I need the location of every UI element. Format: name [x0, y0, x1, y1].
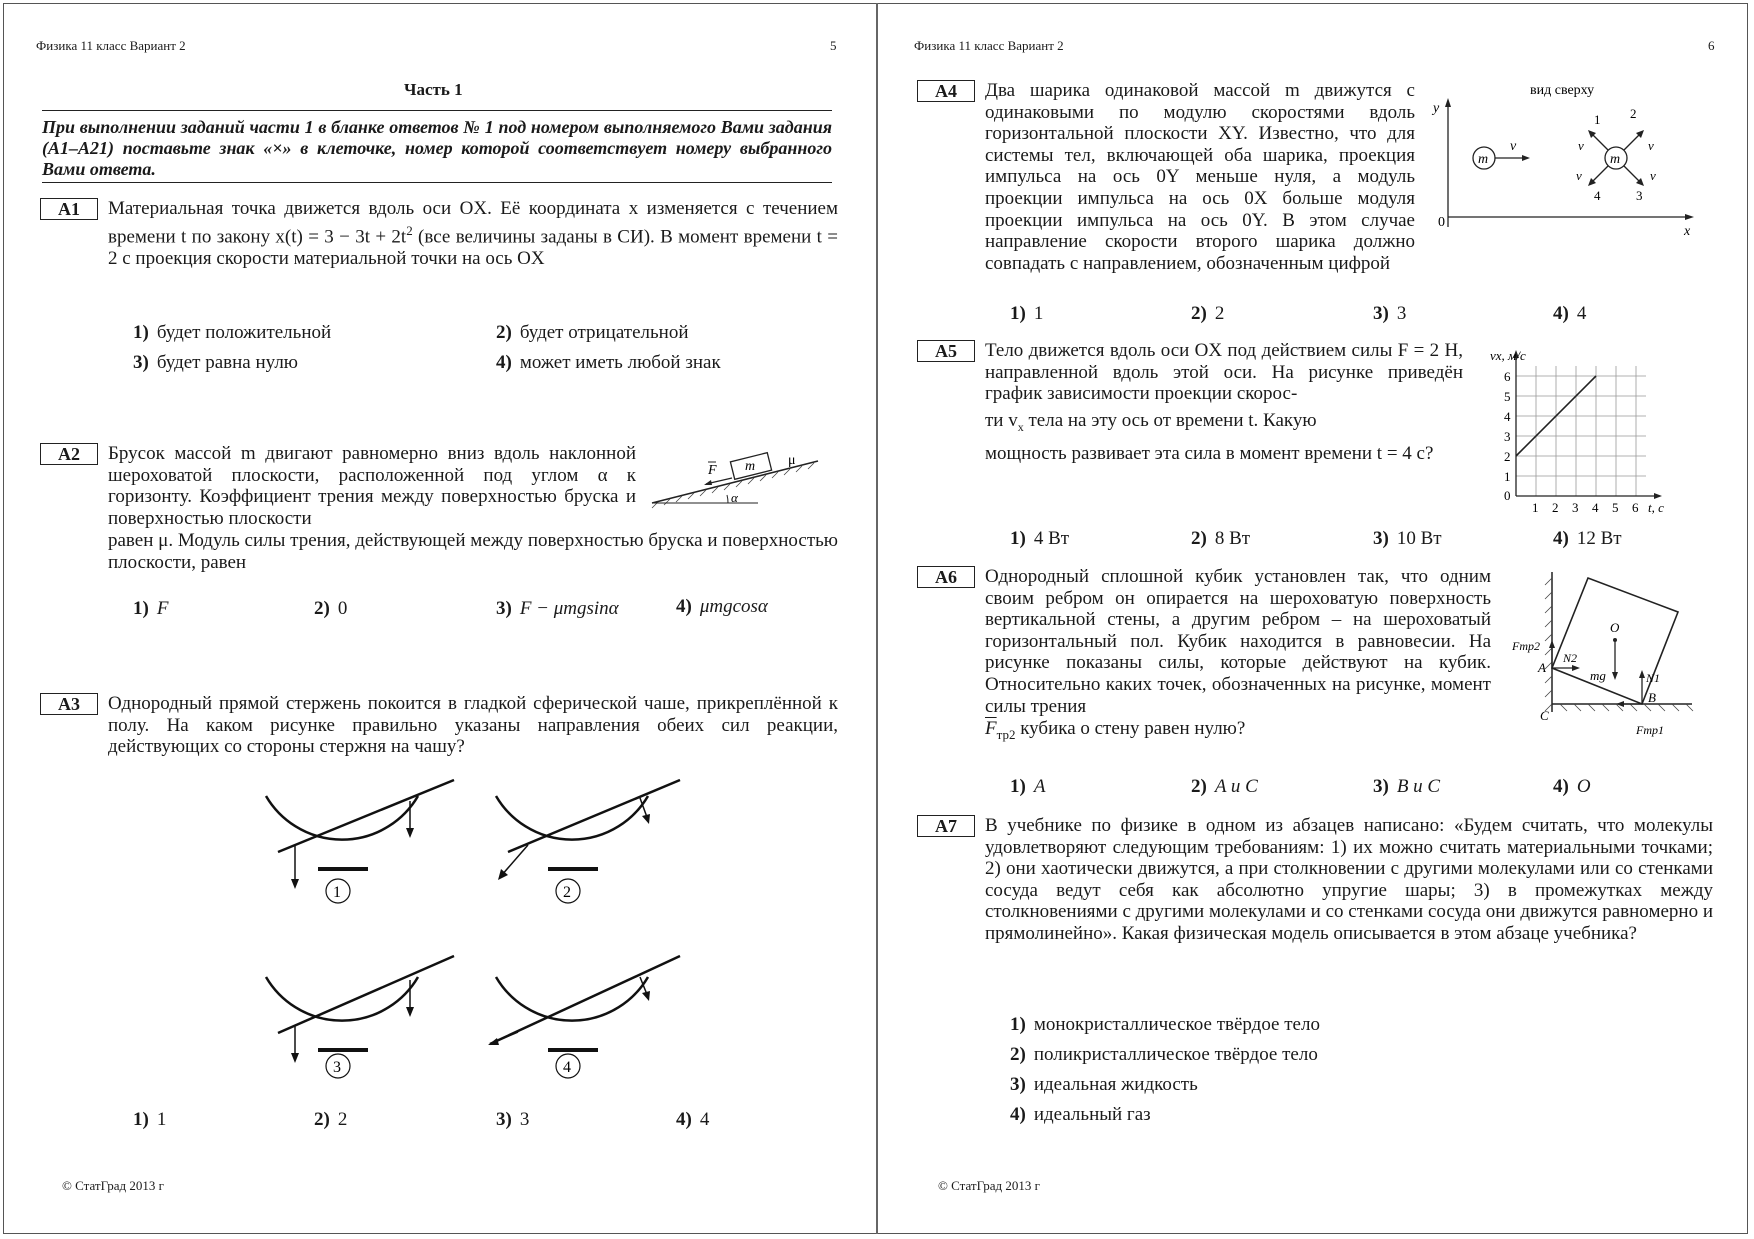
a7-option-2[interactable]: 2) поликристаллическое твёрдое тело [1010, 1044, 1318, 1065]
a4-fig-dir-4: 4 [1594, 188, 1601, 203]
origin-label: 0 [1504, 488, 1511, 503]
a2-option-4[interactable]: 4) μmgcosα [676, 596, 768, 617]
a7-question: В учебнике по физике в одном из абзацев написано: «Будем считать, что молекулы удовлетворяют следующим требованиям: 1) их можно считать материальными точками; 2) они хаотически движутся, а при столкновении с другими молекулами или со стенками сосуда ведут себя как абсолютно упругие шары; 3) в промежутках между столкновениями с другими молекулами и со стенками сосуда они движутся равномерно и прямолинейно». Какая физическая модель описывается в этом абзаце учебника? [985, 815, 1713, 944]
a3-fig-num-1: 1 [333, 884, 341, 901]
x-tick-label: 6 [1632, 500, 1639, 515]
a6-fig-ftr2: Fтр2 [1512, 639, 1540, 653]
a2-question: Брусок массой m двигают равномерно вниз вдоль наклонной шероховатой плоскости, расположенной под углом α к горизонту. Коэффициент трения между поверхностью бруска и поверхностью плоскости [108, 443, 636, 529]
a3-figure-3 [258, 953, 458, 1088]
a6-fig-n1: N1 [1646, 671, 1661, 685]
a5-option-2[interactable]: 2) 8 Вт [1191, 528, 1251, 549]
header-left-page: 5 [830, 38, 837, 53]
a4-option-4[interactable]: 4) 4 [1553, 303, 1587, 324]
a1-option-1[interactable]: 1) будет положительной [133, 322, 332, 343]
y-tick-label: 5 [1504, 389, 1511, 404]
a4-fig-vel-1: v [1578, 138, 1584, 153]
a3-option-4[interactable]: 4) 4 [676, 1109, 710, 1130]
a6-option-1[interactable]: 1) A [1010, 776, 1046, 797]
a7-option-1[interactable]: 1) монокристаллическое твёрдое тело [1010, 1014, 1320, 1035]
a4-option-2[interactable]: 2) 2 [1191, 303, 1225, 324]
a4-fig-origin: 0 [1438, 215, 1445, 230]
a5-option-3[interactable]: 3) 10 Вт [1373, 528, 1442, 549]
a5-question-2: ти $v_x$ тела на эту ось от времени t. Какую [985, 410, 1317, 434]
y-axis-label: vx, м/с [1490, 348, 1526, 363]
a1-option-4[interactable]: 4) может иметь любой знак [496, 352, 721, 373]
header-left-course: Физика 11 класс Вариант 2 [36, 38, 186, 53]
rule-top [42, 110, 832, 111]
a2-incline-figure [648, 448, 823, 508]
a2-fig-mass: m [745, 459, 756, 474]
part-title: Часть 1 [404, 80, 463, 99]
a6-option-2[interactable]: 2) A и C [1191, 776, 1258, 797]
a3-figure-4 [488, 953, 688, 1088]
x-tick-label: 1 [1532, 500, 1539, 515]
x-tick-label: 3 [1572, 500, 1579, 515]
y-tick-label: 3 [1504, 429, 1511, 444]
task-badge-a1: А1 [40, 198, 98, 220]
a4-fig-vel-2: v [1648, 138, 1654, 153]
a2-fig-force: F [708, 463, 717, 478]
header-right-page: 6 [1708, 38, 1715, 53]
a5-option-4[interactable]: 4) 12 Вт [1553, 528, 1622, 549]
a3-option-1[interactable]: 1) 1 [133, 1109, 167, 1130]
footer-right: © СтатГрад 2013 г [938, 1178, 1040, 1193]
a3-option-2[interactable]: 2) 2 [314, 1109, 348, 1130]
a6-cube-figure [1508, 566, 1698, 746]
a5-option-1[interactable]: 1) 4 Вт [1010, 528, 1070, 549]
a4-fig-vel-3: v [1650, 168, 1656, 183]
a3-figure-2 [488, 772, 688, 907]
a6-question: Однородный сплошной кубик установлен так, что одним своим ребром он опирается на шероховатую поверхность вертикальной стены, а другим ребром – на шероховатый горизонтальный пол. Кубик находится в равновесии. На рисунке показаны силы, которые действуют на кубик. Относительно каких точек, обозначенных на рисунке, момент силы трения [985, 566, 1491, 717]
y-tick-label: 6 [1504, 369, 1511, 384]
a2-fig-angle: α [731, 490, 738, 505]
x-axis-arrow [1654, 493, 1662, 499]
a3-option-3[interactable]: 3) 3 [496, 1109, 530, 1130]
a1-option-2[interactable]: 2) будет отрицательной [496, 322, 689, 343]
a4-fig-vel-4: v [1576, 168, 1582, 183]
part-instruction: При выполнении заданий части 1 в бланке ответов № 1 под номером выполняемого Вами задания (А1–А21) поставьте знак «×» в клеточке, номер которой соответствует номеру выбранного Вами ответа. [42, 117, 832, 179]
task-badge-a2: А2 [40, 443, 98, 465]
a4-fig-vel-0: v [1510, 139, 1517, 154]
a2-question-cont: равен μ. Модуль силы трения, действующей между поверхностью бруска и поверхностью плоскости, равен [108, 530, 838, 573]
x-tick-label: 2 [1552, 500, 1559, 515]
footer-left: © СтатГрад 2013 г [62, 1178, 164, 1193]
a6-option-3[interactable]: 3) B и C [1373, 776, 1441, 797]
x-tick-label: 4 [1592, 500, 1599, 515]
a6-option-4[interactable]: 4) O [1553, 776, 1591, 797]
a7-option-3[interactable]: 3) идеальная жидкость [1010, 1074, 1198, 1095]
a4-option-3[interactable]: 3) 3 [1373, 303, 1407, 324]
a2-option-3[interactable]: 3) F − μmgsinα [496, 598, 619, 619]
rule-bottom [42, 182, 832, 183]
task-badge-a5: А5 [917, 340, 975, 362]
a6-fig-ftr1: Fтр1 [1636, 723, 1664, 737]
a6-fig-B: B [1648, 690, 1656, 705]
a4-fig-x: x [1684, 224, 1691, 239]
a2-option-1[interactable]: 1) F [133, 598, 169, 619]
a5-question-1: Тело движется вдоль оси OX под действием силы F = 2 Н, направленной вдоль этой оси. На рисунке приведён график зависимости проекции скорос- [985, 340, 1463, 405]
a3-figure-1 [258, 772, 458, 907]
x-axis-label: t, с [1648, 500, 1664, 515]
a3-question: Однородный прямой стержень покоится в гладкой сферической чаше, прикреплённой к полу. На каком рисунке правильно указаны направления обеих сил реакции, действующих со стороны стержня на чашу? [108, 693, 838, 758]
a4-option-1[interactable]: 1) 1 [1010, 303, 1044, 324]
header-right-course: Физика 11 класс Вариант 2 [914, 38, 1064, 53]
a4-fig-caption: вид сверху [1530, 83, 1595, 98]
a4-fig-dir-3: 3 [1636, 188, 1643, 203]
y-tick-label: 2 [1504, 449, 1511, 464]
task-badge-a3: А3 [40, 693, 98, 715]
a4-fig-mass-2: m [1610, 152, 1621, 167]
a4-fig-dir-1: 1 [1594, 112, 1601, 127]
a6-fig-A: A [1538, 660, 1546, 675]
task-badge-a7: А7 [917, 815, 975, 837]
a5-velocity-chart [1476, 336, 1696, 516]
a4-question: Два шарика одинаковой массой m движутся с одинаковыми по модулю скоростями вдоль горизонтальной плоскости XY. Известно, что для системы тел, включающей оба шарика, проекция импульса на ось 0Y меньше нуля, а модуль проекции импульса на ось 0X больше модуля проекции импульса на ось 0Y. В этом случае направление скорости второго шарика должно совпадать с направлением, обозначенным цифрой [985, 80, 1415, 274]
a3-fig-num-3: 3 [333, 1059, 341, 1076]
a3-fig-num-4: 4 [563, 1059, 571, 1076]
a7-option-4[interactable]: 4) идеальный газ [1010, 1104, 1151, 1125]
a6-fig-C: C [1540, 708, 1549, 723]
page-divider [876, 3, 878, 1234]
a3-fig-num-2: 2 [563, 884, 571, 901]
a4-fig-y: y [1433, 101, 1440, 116]
task-badge-a4: А4 [917, 80, 975, 102]
a1-option-3[interactable]: 3) будет равна нулю [133, 352, 298, 373]
a6-fig-mg: mg [1590, 668, 1606, 683]
y-tick-label: 4 [1504, 409, 1511, 424]
task-badge-a6: А6 [917, 566, 975, 588]
a6-question-end: $\overline{F}_{тр2}$ кубика о стену равен нулю? [985, 718, 1246, 742]
a1-question: Материальная точка движется вдоль оси OX. Её координата x изменяется с течением времени t по закону $x(t) = 3 - 3t + 2t^2$ (все величины заданы в СИ). В момент времени t = 2 с проекция скорости материальной точки на ось OX [108, 198, 838, 269]
a4-top-view-figure [1428, 82, 1698, 237]
a2-fig-mu: μ [788, 453, 796, 468]
a4-fig-dir-2: 2 [1630, 106, 1637, 121]
a5-question-3: мощность развивает эта сила в момент времени t = 4 с? [985, 443, 1434, 464]
y-tick-label: 1 [1504, 469, 1511, 484]
a6-fig-n2: N2 [1563, 651, 1578, 665]
a6-fig-O: O [1610, 620, 1620, 635]
a2-option-2[interactable]: 2) 0 [314, 598, 348, 619]
a4-fig-mass-1: m [1478, 152, 1489, 167]
x-tick-label: 5 [1612, 500, 1619, 515]
